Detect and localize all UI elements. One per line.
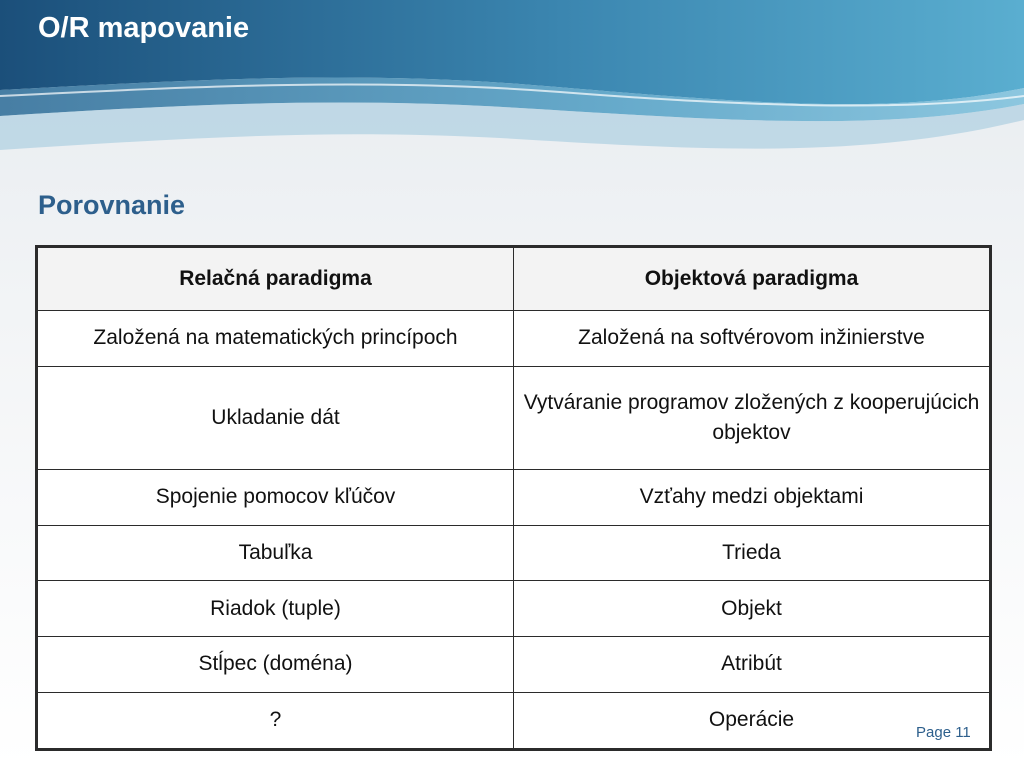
table-row [37,637,991,693]
table-cell: Operácie [514,692,991,749]
table-row [37,311,991,367]
table-cell: Založená na softvérovom inžinierstve [514,311,991,367]
page-number: Page 11 [916,724,971,741]
section-subtitle: Porovnanie [38,190,186,220]
table-row [37,692,991,749]
comparison-table [35,245,992,751]
table-header-row [37,247,991,311]
table-row [37,366,991,469]
slide-title: O/R mapovanie [38,12,250,44]
header-object: Objektová paradigma [514,247,991,311]
table-cell: ? [37,692,514,749]
table-cell: Stĺpec (doména) [37,637,514,693]
table-cell: Vytváranie programov zložených z kooperujúcich objektov [514,366,991,469]
table-row [37,581,991,637]
table-cell: Založená na matematických princípoch [37,311,514,367]
table-cell: Trieda [514,525,991,581]
table-cell: Objekt [514,581,991,637]
table-cell: Atribút [514,637,991,693]
table-cell: Vzťahy medzi objektami [514,470,991,526]
table-row [37,470,991,526]
table-cell: Tabuľka [37,525,514,581]
table-cell: Spojenie pomocov kľúčov [37,470,514,526]
table-row [37,525,991,581]
table-cell: Riadok (tuple) [37,581,514,637]
header-relational: Relačná paradigma [37,247,514,311]
table-cell: Ukladanie dát [37,366,514,469]
